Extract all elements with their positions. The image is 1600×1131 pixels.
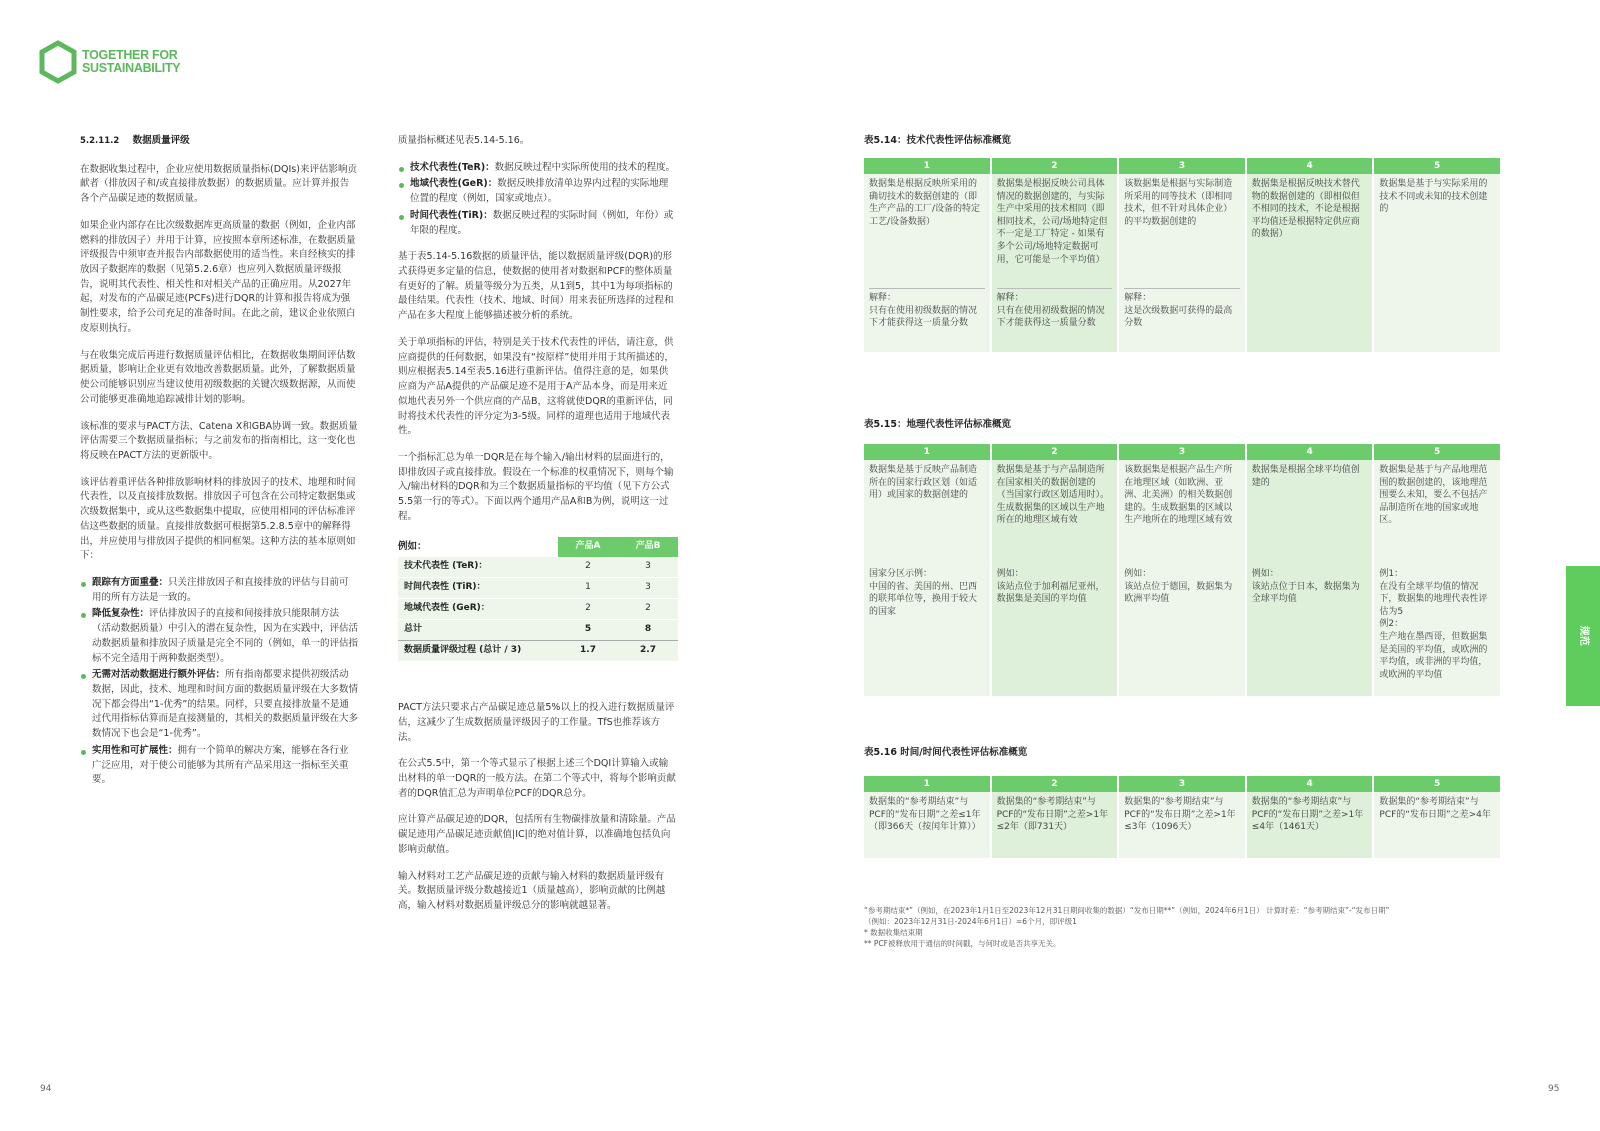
brand-logo [38, 40, 180, 84]
list-item: 地域代表性(GeR)：数据反映排放清单边界内过程的实际地理位置的程度（例如，国家或地点）。 [398, 177, 676, 206]
list-item: 技术代表性(TeR)：数据反映过程中实际所使用的技术的程度。 [398, 161, 676, 176]
table-cell: 数据集的“参考期结束”与PCF的“发布日期”之差≤1年（即366天（按闰年计算）） [864, 792, 990, 858]
paragraph: 质量指标概述见表5.14-5.16。 [398, 135, 530, 146]
table-cell: 数据集是根据反映所采用的确切技术的数据创建的（即生产产品的工厂/设备的特定工艺/设备数据） 解释： 只有在使用初级数据的情况下才能获得这一质量分数 [864, 174, 990, 352]
list-item: 实用性和可扩展性：拥有一个简单的解决方案，能够在各行业广泛应用，对于使公司能够为其所有产品采用这一指标至关重要。 [80, 744, 358, 788]
table-5-16: 1 2 3 4 5 数据集的“参考期结束”与PCF的“发布日期”之差≤1年（即366天（按闰年计算）） 数据集的“参考期结束”与PCF的“发布日期”之差>1年≤2年（即731天） 数据集的“参考期结束”与PCF的“发布日期”之差>1年≤3年（1096天） 数据集的“参考期结束”与PCF的“发布日期”之差>1年≤4年（1461天） 数据集的“参考期结束”与PCF的“发布日期”之差>4年 [864, 776, 1500, 858]
section-number: 5.2.11.2 [80, 136, 120, 146]
paragraph: 在数据收集过程中，企业应使用数据质量指标(DQIs)来评估影响贡献者（排放因子和/或直接排放数据）的数据质量。应计算并报告各个产品碳足迹的数据质量。 [80, 163, 357, 205]
indicators-list [398, 161, 676, 239]
hexagon-logo-icon [38, 40, 78, 84]
list-item: 无需对活动数据进行额外评估：所有指南都要求提供初级活动数据，因此，技术、地理和时间方面的数据质量评级在大多数情况下都会得出“1-优秀”的结果。同样，只要直接排放量不是通过代用指标估算而是直接测量的，其相关的数据质量评级在大多数情况下也会是“1-优秀”。 [80, 668, 358, 742]
list-item: 时间代表性(TiR)：数据反映过程的实际时间（例如，年份）或年限的程度。 [398, 209, 676, 238]
principles-list [80, 576, 358, 788]
table-cell: 数据集的“参考期结束”与PCF的“发布日期”之差>1年≤2年（即731天） [992, 792, 1118, 858]
left-column-1 [80, 134, 358, 800]
side-tab-label: 规范 [1577, 626, 1589, 646]
table-cell: 数据集的“参考期结束”与PCF的“发布日期”之差>1年≤4年（1461天） [1247, 792, 1373, 858]
list-item: 跟踪有方面重叠：只关注排放因子和直接排放的评估与目前可用的所有方法是一致的。 [80, 576, 358, 605]
table-cell: 数据集是根据反映技术替代物的数据创建的（即相似但不相同的技术，不论是根据平均值还是根据特定供应商的数据） [1247, 174, 1373, 352]
paragraph: 该评估着重评估各种排放影响材料的排放因子的技术、地理和时间代表性，以及直接排放数据。排放因子可包含在公司特定数据集或次级数据集中，或从这些数据集中提取，应使用相同的评估标准评估这些数据的质量。直接排放数据可根据第5.2.8.5章中的解释得出，并应使用与排放因子提供的相同框架。这种方法的基本原则如下： [80, 476, 356, 562]
paragraph: 如果企业内部存在比次级数据库更高质量的数据（例如，企业内部燃料的排放因子）并用于计算，应按照本章所述标准，在数据质量评级报告中须审查并报告内部数据使用的适当性。来自经核实的排放因子数据库的数据（见第5.2.6章）也应列入数据质量评级报告，说明其代表性、相关性和对相关产品的正确应用。从2027年起，对发布的产品碳足迹(PCFs)进行DQR的计算和报告将成为强制性要求，给予公司充足的准备时间。在此之前，建议企业依照白皮原则执行。 [80, 219, 356, 334]
page-number: 94 [40, 1084, 52, 1094]
footnote: “参考期结束*”（例如，在2023年1月1日至2023年12月31日期间收集的数据）“发布日期**”（例如，2024年6月1日） 计算时差：“参考期结束”-“发布日期” [864, 906, 1390, 915]
table-cell: 该数据集是根据产品生产所在地理区域（如欧洲、亚洲、北美洲）的相关数据创建的。生成数据集的区域以生产地所在的地理区域有效 例如： 该站点位于德国，数据集为欧洲平均值 [1119, 460, 1245, 696]
table-cell: 数据集是根据全球平均值创建的 例如： 该站点位于日本，数据集为全球平均值 [1247, 460, 1373, 696]
footnote: * 数据收集结束期 [864, 927, 923, 937]
column-header: 产品A [558, 537, 618, 558]
paragraph: 基于表5.14-5.16数据的质量评估，能以数据质量评级(DQR)的形式获得更多定量的信息，使数据的使用者对数据和PCF的整体质量有更好的了解。质量等级分为五类，从1到5，其中1为每项指标的最佳结果。代表性（技术、地域、时间）用来表征所选择的过程和产品在多大程度上能够描述被分析的系统。 [398, 251, 674, 322]
dqr-row: 数据质量评级过程 (总计 / 3) 1.7 2.7 [398, 641, 678, 661]
table-5-15: 1 2 3 4 5 数据集是基于反映产品制造所在的国家行政区划（如适用）或国家的数据创建的 国家分区示例： 中国的省、美国的州、巴西的联邦单位等，换用于较大的国家 数据集是基于与产品制造所在国家相关的数据创建的（当国家行政区划适用时）。生成数据集的区域以生产地所在的地理区域有效 例如： 该站点位于加利福尼亚州，数据集是美国的平均值 该数据集是根据产品生产所在地理区域（如欧洲、亚洲、北美洲）的相关数据创建的。生成数据集的区域以生产地所在的地理区域有效 例如： 该站点位于德国，数据集为欧洲平均值 数据集是根据全球平均值创建的 例如： 该站点位于日本，数据集为全球平均值 数据集是基于与产品地理范围的数据创建的，该地理范围要么未知，要么不包括产品制造所在地的国家或地区。 例1： 在没有全球平均值的情况下，数据集的地理代表性评估为5 例2： 生产地在墨西哥，但数据集是美国的平均值，或欧洲的平均值，或非洲的平均值，或欧洲的平均值 [864, 444, 1500, 696]
footnote: （例如：2023年12月31日-2024年6月1日）=6个月，即评级1 [864, 916, 1077, 926]
table-cell: 数据集的“参考期结束”与PCF的“发布日期”之差>1年≤3年（1096天） [1119, 792, 1245, 858]
footnotes [864, 906, 1504, 950]
table-cell: 该数据集是根据与实际制造所采用的同等技术（即相同技术，但不针对具体企业）的平均数据创建的 解释： 这是次级数据可获得的最高分数 [1119, 174, 1245, 352]
page-number: 95 [1548, 1084, 1560, 1094]
table-title: 表5.14：技术代表性评估标准概览 [864, 135, 1011, 146]
table-title: 表5.16 时间/时间代表性评估标准概览 [864, 747, 1028, 758]
table-cell: 数据集是基于与产品制造所在国家相关的数据创建的（当国家行政区划适用时）。生成数据集的区域以生产地所在的地理区域有效 例如： 该站点位于加利福尼亚州，数据集是美国的平均值 [992, 460, 1118, 696]
paragraph: 在公式5.5中，第一个等式显示了根据上述三个DQI计算输入或输出材料的单一DQR的一般方法。在第二个等式中，将每个影响贡献者的DQR值汇总为声明单位PCF的DQR总分。 [398, 758, 676, 799]
table-row: 地域代表性 (GeR)： 2 2 [398, 599, 678, 620]
table-cell: 数据集是基于反映产品制造所在的国家行政区划（如适用）或国家的数据创建的 国家分区示例： 中国的省、美国的州、巴西的联邦单位等，换用于较大的国家 [864, 460, 990, 696]
table-5-14: 1 2 3 4 5 数据集是根据反映所采用的确切技术的数据创建的（即生产产品的工厂/设备的特定工艺/设备数据） 解释： 只有在使用初级数据的情况下才能获得这一质量分数 数据集是根据反映公司具体情况的数据创建的，与实际生产中采用的技术相同（即相同技术，公司/场地特定但不一定是工厂特定 - 如果有多个公司/场地特定数据可用，它可能是一个平均值） 解释： 只有在使用初级数据的情况下才能获得这一质量分数 该数据集是根据与实际制造所采用的同等技术（即相同技术，但不针对具体企业）的平均数据创建的 解释： 这是次级数据可获得的最高分数 数据集是根据反映技术替代物的数据创建的（即相似但不相同的技术，不论是根据平均值还是根据特定供应商的数据） 数据集是基于与实际采用的技术不同或未知的技术创建的 [864, 158, 1500, 352]
example-label: 例如： [398, 540, 427, 552]
table-cell: 数据集是基于与产品地理范围的数据创建的，该地理范围要么未知，要么不包括产品制造所在地的国家或地区。 例1： 在没有全球平均值的情况下，数据集的地理代表性评估为5 例2： 生产地在墨西哥，但数据集是美国的平均值，或欧洲的平均值，或非洲的平均值，或欧洲的平均值 [1374, 460, 1500, 696]
list-item: 降低复杂性：评估排放因子的直接和间接排放只能限制方法（活动数据质量）中引入的潜在复杂性，因为在实践中，评估活动数据质量和排放因子质量是完全不同的（例如，单一的评估指标不完全适用于两种数据类型）。 [80, 607, 358, 666]
paragraph: PACT方法只要求占产品碳足迹总量5%以上的投入进行数据质量评估，这减少了生成数据质量评级因子的工作量。TfS也推荐该方法。 [398, 702, 675, 743]
table-row: 技术代表性 (TeR)： 2 3 [398, 557, 678, 577]
brand-line1: TOGETHER FOR [82, 48, 178, 62]
right-page [800, 0, 1600, 1131]
table-row: 时间代表性 (TiR)： 1 3 [398, 578, 678, 599]
brand-line2: SUSTAINABILITY [82, 61, 181, 75]
table-cell: 数据集的“参考期结束”与PCF的“发布日期”之差>4年 [1374, 792, 1500, 858]
section-title: 数据质量评级 [132, 135, 190, 146]
paragraph: 关于单项指标的评估，特别是关于技术代表性的评估，请注意，供应商提供的任何数据，如果没有“按原样”使用并用于其所描述的，则应根据表5.14至表5.16进行重新评估。值得注意的是，如果供应商为产品A提供的产品碳足迹不是用于A产品本身，而是用来近似地代表另外一个供应商的产品B，这将就使DQR的重新评估，同时将技术代表性的评分定为3-5级。同样的道理也适用于地域代表性。 [398, 336, 674, 437]
total-row: 总计 5 8 [398, 620, 678, 641]
paragraph: 应计算产品碳足迹的DQR，包括所有生物碳排放量和清除量。产品碳足迹用产品碳足迹贡献值|IC|的绝对值计算，以准确地包括负向影响贡献值。 [398, 814, 676, 855]
paragraph: 一个指标汇总为单一DQR是在每个输入/输出材料的层面进行的，即排放因子或直接排放。假设在一个标准的权重情况下，则每个输入/输出材料的DQR和为三个数据质量指标的平均值（见下方公式5.5第一行的等式）。下面以两个通用产品A和B为例，说明这一过程。 [398, 451, 674, 522]
paragraph: 该标准的要求与PACT方法、Catena X和GBA协调一致。数据质量评估需要三个数据质量指标；与之前发布的指南相比，这一变化也将反映在PACT方法的更新版中。 [80, 420, 358, 461]
example-table [398, 537, 678, 662]
table-title: 表5.15：地理代表性评估标准概览 [864, 419, 1011, 430]
left-column-2 [398, 134, 676, 926]
paragraph: 与在收集完成后再进行数据质量评估相比，在数据收集期间评估数据质量，影响让企业更有效地改善数据质量。此外，了解数据质量使公司能够识别应当建议使用初级数据的关键次级数据源，从而使公司能够更准确地追踪减排计划的影响。 [80, 349, 356, 405]
table-cell: 数据集是基于与实际采用的技术不同或未知的技术创建的 [1374, 174, 1500, 352]
section-heading [80, 134, 358, 149]
paragraph: 输入材料对工艺产品碳足迹的贡献与输入材料的数据质量评级有关。数据质量评级分数越接近1（质量越高），影响贡献的比例越高，输入材料对数据质量评级总分的影响就越显著。 [398, 870, 666, 912]
section-side-tab[interactable] [1566, 566, 1600, 706]
column-header: 产品B [618, 537, 678, 558]
footnote: ** PCF被释放用于通信的时间戳，与何时或是否共享无关。 [864, 938, 1061, 948]
table-cell: 数据集是根据反映公司具体情况的数据创建的，与实际生产中采用的技术相同（即相同技术，公司/场地特定但不一定是工厂特定 - 如果有多个公司/场地特定数据可用，它可能是一个平均值） 解释： 只有在使用初级数据的情况下才能获得这一质量分数 [992, 174, 1118, 352]
